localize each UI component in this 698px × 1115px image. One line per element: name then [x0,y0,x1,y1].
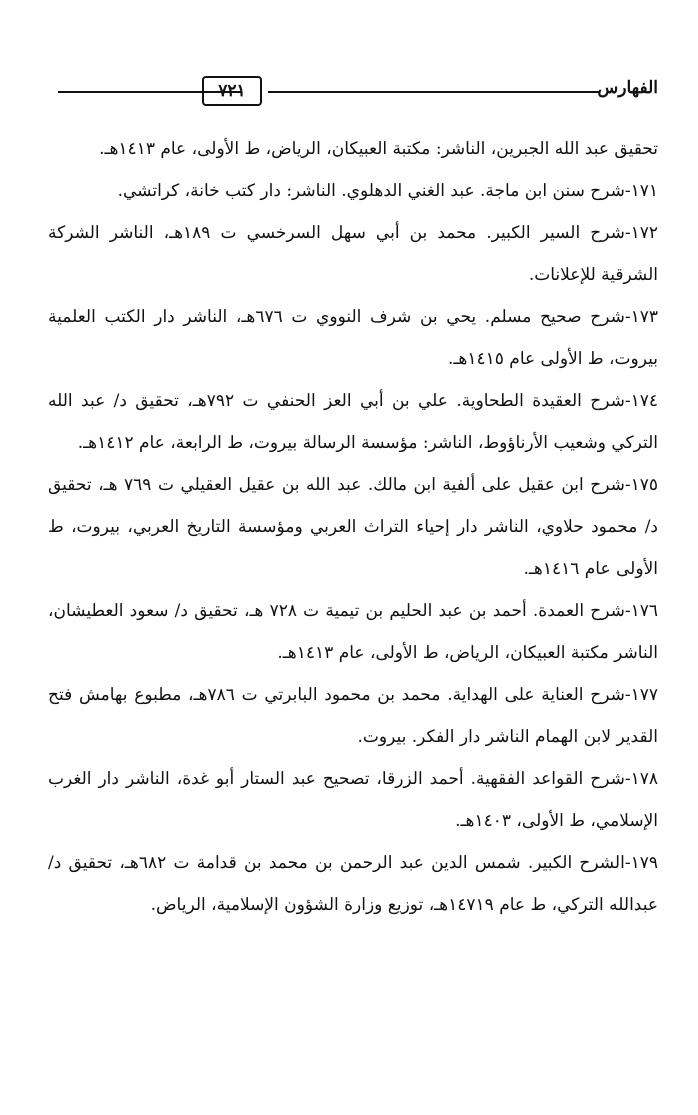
reference-entry-continued: تحقيق عبد الله الجبرين، الناشر: مكتبة العبيكان، الرياض، ط الأولى، عام ١٤١٣هـ. [99,139,658,159]
references-list [48,128,658,926]
page-header [58,76,662,112]
header-rule-right [268,91,600,93]
page-number: ٧٢١ [202,76,262,106]
reference-entry-177: ١٧٧-شرح العناية على الهداية. محمد بن محمود البابرتي ت ٧٨٦هـ، مطبوع بهامش فتح القدير لابن الهمام الناشر دار الفكر. بيروت. [48,685,658,747]
reference-entry-171: ١٧١-شرح سنن ابن ماجة. عبد الغني الدهلوي. الناشر: دار كتب خانة، كراتشي. [117,181,658,201]
reference-entry-175: ١٧٥-شرح ابن عقيل على ألفية ابن مالك. عبد الله بن عقيل العقيلي ت ٧٦٩ هـ، تحقيق د/ محمود حلاوي، الناشر دار إحياء التراث العربي ومؤسسة التاريخ العربي، بيروت، ط الأولى عام ١٤١٦هـ. [48,475,658,579]
reference-entry-172: ١٧٢-شرح السير الكبير. محمد بن أبي سهل السرخسي ت ١٨٩هـ، الناشر الشركة الشرقية للإعلانات. [48,223,658,285]
reference-entry-179: ١٧٩-الشرح الكبير. شمس الدين عبد الرحمن بن محمد بن قدامة ت ٦٨٢هـ، تحقيق د/ عبدالله التركي، ط عام ١٤٧١٩هـ، توزيع وزارة الشؤون الإسلامية، الرياض. [48,853,658,915]
reference-entry-176: ١٧٦-شرح العمدة. أحمد بن عبد الحليم بن تيمية ت ٧٢٨ هـ، تحقيق د/ سعود العطيشان، الناشر مكتبة العبيكان، الرياض، ط الأولى، عام ١٤١٣هـ. [48,601,658,663]
running-title: الفهارس [597,78,658,98]
reference-entry-174: ١٧٤-شرح العقيدة الطحاوية. علي بن أبي العز الحنفي ت ٧٩٢هـ، تحقيق د/ عبد الله التركي وشعيب الأرناؤوط، الناشر: مؤسسة الرسالة بيروت، ط الرابعة، عام ١٤١٢هـ. [48,391,658,453]
reference-entry-173: ١٧٣-شرح صحيح مسلم. يحي بن شرف النووي ت ٦٧٦هـ، الناشر دار الكتب العلمية بيروت، ط الأولى عام ١٤١٥هـ. [48,307,658,369]
reference-entry-178: ١٧٨-شرح القواعد الفقهية. أحمد الزرقا، تصحيح عبد الستار أبو غدة، الناشر دار الغرب الإسلامي، ط الأولى، ١٤٠٣هـ. [48,769,658,831]
header-rule-left [58,91,242,93]
